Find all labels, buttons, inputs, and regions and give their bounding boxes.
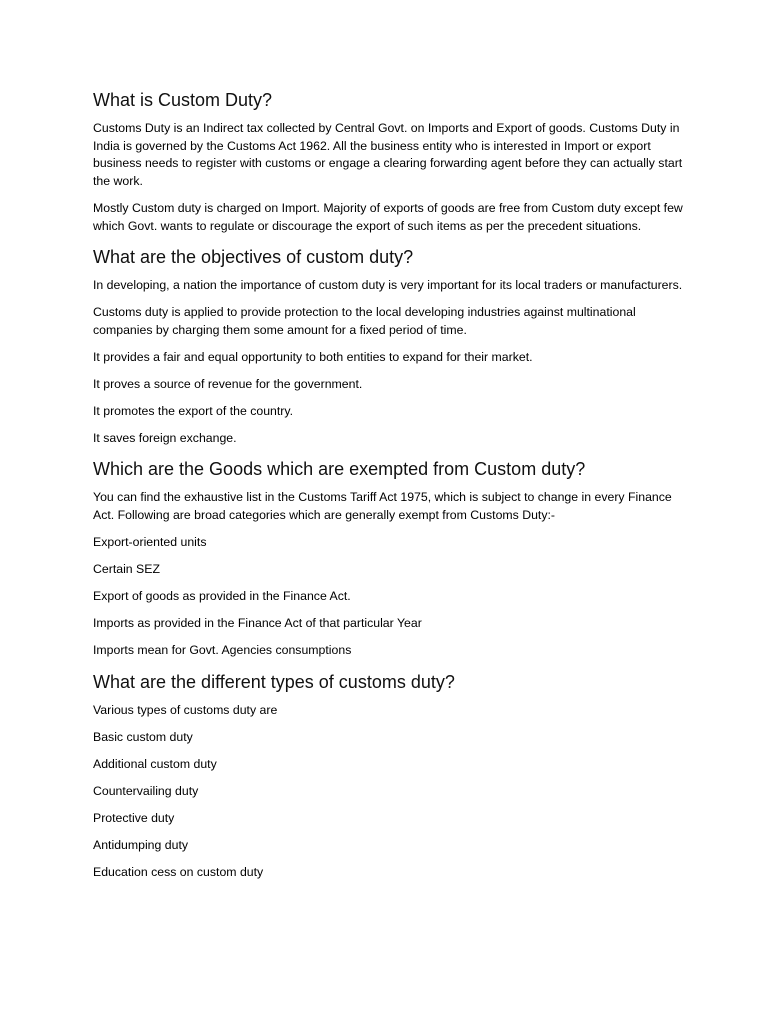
list-item: Basic custom duty — [93, 729, 193, 744]
list-item: Imports mean for Govt. Agencies consumptions — [93, 643, 352, 658]
list-item: Export-oriented units — [93, 535, 207, 550]
paragraph: It promotes the export of the country. — [93, 404, 294, 419]
heading-exempted-goods: Which are the Goods which are exempted from Custom duty? — [93, 459, 586, 480]
list-item: Certain SEZ — [93, 562, 160, 577]
paragraph: Customs Duty is an Indirect tax collected by Central Govt. on Imports and Export of goods. Customs Duty in India is governed by the Customs Act 1962. All the business entity who is interested in Import or export business needs to register with customs or engage a clearing forwarding agent before they can actually start the work. — [93, 121, 683, 189]
list-item: Export of goods as provided in the Finance Act. — [93, 589, 351, 604]
paragraph: It provides a fair and equal opportunity to both entities to expand for their market. — [93, 349, 533, 364]
paragraph: Customs duty is applied to provide protection to the local developing industries against multinational companies by charging them some amount for a fixed period of time. — [93, 305, 636, 337]
heading-objectives: What are the objectives of custom duty? — [93, 247, 414, 267]
paragraph: It proves a source of revenue for the government. — [93, 376, 363, 391]
list-item: Antidumping duty — [93, 838, 189, 852]
list-item: Protective duty — [93, 810, 175, 825]
list-item: Countervailing duty — [93, 783, 199, 798]
paragraph: Various types of customs duty are — [93, 702, 278, 717]
list-item: Imports as provided in the Finance Act of that particular Year — [93, 616, 422, 631]
paragraph: Mostly Custom duty is charged on Import. Majority of exports of goods are free from Custom duty except few which Govt. wants to regulate or discourage the export of such items as per the precedent situations. — [93, 201, 683, 233]
paragraph: It saves foreign exchange. — [93, 431, 237, 446]
heading-types-of-customs-duty: What are the different types of customs duty? — [93, 671, 455, 692]
document-page — [93, 88, 683, 891]
list-item: Additional custom duty — [93, 756, 217, 771]
heading-what-is-custom-duty: What is Custom Duty? — [93, 90, 273, 110]
paragraph: In developing, a nation the importance of custom duty is very important for its local traders or manufacturers. — [93, 278, 683, 292]
paragraph: You can find the exhaustive list in the Customs Tariff Act 1975, which is subject to change in every Finance Act. Following are broad categories which are generally exempt from Customs Duty:- — [93, 490, 672, 522]
list-item: Education cess on custom duty — [93, 865, 264, 880]
